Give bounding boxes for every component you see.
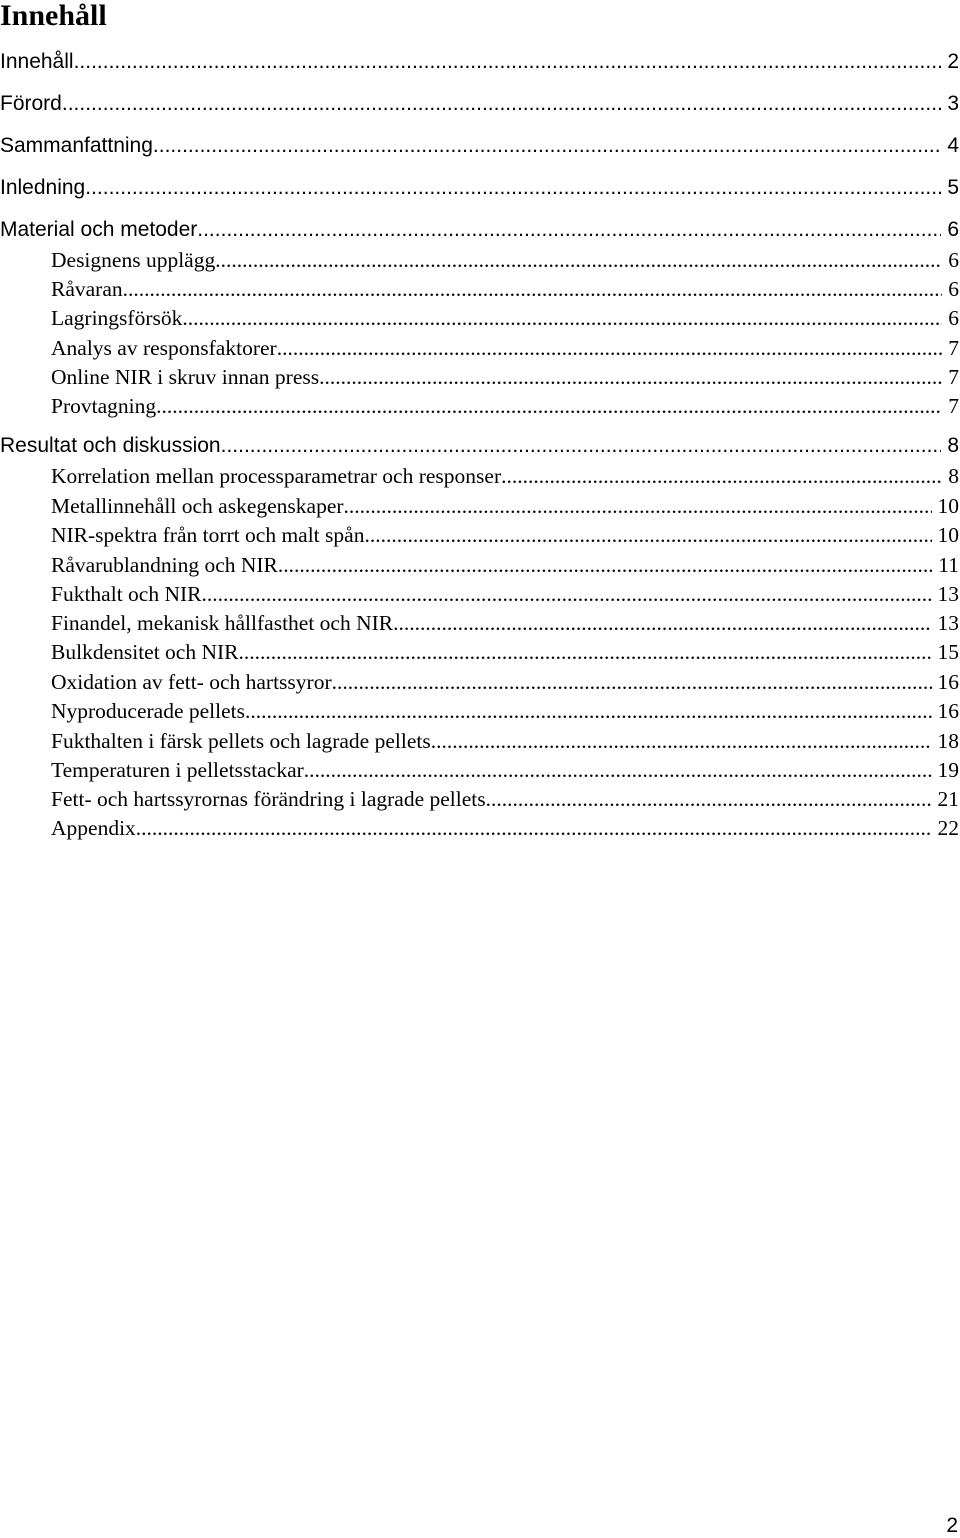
- toc-entry-page: 8: [947, 434, 959, 457]
- toc-dot-leader: [304, 756, 932, 784]
- toc-entry-page: 6: [948, 248, 959, 272]
- toc-entry-page: 18: [937, 729, 959, 753]
- toc-subentry[interactable]: [0, 246, 959, 274]
- toc-entry-title: Material och metoder: [0, 218, 198, 241]
- toc-dot-leader: [277, 334, 943, 362]
- toc-entry-title: Provtagning: [51, 394, 157, 418]
- toc-dot-leader: [364, 521, 931, 549]
- toc-entry[interactable]: [0, 132, 959, 160]
- toc-entry[interactable]: [0, 48, 959, 76]
- toc-dot-leader: [319, 363, 942, 391]
- toc-entry-title: Bulkdensitet och NIR: [51, 640, 239, 664]
- toc-entry-page: 22: [937, 816, 959, 840]
- toc-dot-leader: [156, 392, 942, 420]
- toc-entry-title: Analys av responsfaktorer: [51, 336, 277, 360]
- toc-entry-title: Korrelation mellan processparametrar och responser: [51, 464, 502, 488]
- page-number: 2: [946, 1514, 958, 1537]
- toc-entry-page: 7: [948, 394, 959, 418]
- toc-entry-page: 6: [948, 306, 959, 330]
- toc-entry-page: 15: [937, 640, 959, 664]
- toc-subentry[interactable]: [0, 638, 959, 666]
- toc-subentry[interactable]: [0, 551, 959, 579]
- toc-entry-page: 10: [937, 494, 959, 518]
- toc-entry-page: 13: [937, 582, 959, 606]
- toc-entry-page: 5: [947, 176, 959, 199]
- toc-entry-title: Resultat och diskussion: [0, 434, 221, 457]
- toc-entry-page: 13: [937, 611, 959, 635]
- toc-entry-title: Temperaturen i pelletsstackar: [51, 758, 304, 782]
- toc-subentry[interactable]: [0, 462, 959, 490]
- toc-subentry[interactable]: [0, 727, 959, 755]
- toc-dot-leader: [202, 580, 932, 608]
- toc-dot-leader: [393, 609, 931, 637]
- toc-entry-title: Oxidation av fett- och hartssyror: [51, 670, 332, 694]
- toc-entry-title: Metallinnehåll och askegenskaper: [51, 494, 344, 518]
- toc-subentry[interactable]: [0, 668, 959, 696]
- toc-dot-leader: [221, 432, 942, 460]
- toc-dot-leader: [431, 727, 932, 755]
- toc-entry-page: 10: [937, 523, 959, 547]
- toc-dot-leader: [239, 638, 932, 666]
- toc-entry[interactable]: [0, 432, 959, 460]
- toc-entry-page: 3: [947, 92, 959, 115]
- toc-entry-title: Innehåll: [0, 50, 74, 73]
- toc-entry-title: Sammanfattning: [0, 134, 153, 157]
- toc-entry[interactable]: [0, 174, 959, 202]
- toc-dot-leader: [197, 216, 941, 244]
- toc-entry-page: 7: [948, 365, 959, 389]
- toc-subentry[interactable]: [0, 814, 959, 842]
- toc-dot-leader: [153, 132, 941, 160]
- toc-entry-title: Lagringsförsök: [51, 306, 183, 330]
- toc-subentry[interactable]: [0, 697, 959, 725]
- toc-entry-page: 16: [937, 699, 959, 723]
- toc-entry-title: Designens upplägg: [51, 248, 216, 272]
- toc-entry-page: 6: [947, 218, 959, 241]
- toc-entry-title: Fukthalt och NIR: [51, 582, 202, 606]
- toc-entry-title: Online NIR i skruv innan press: [51, 365, 320, 389]
- toc-subentry[interactable]: [0, 392, 959, 420]
- toc-dot-leader: [344, 492, 932, 520]
- toc-subentry[interactable]: [0, 334, 959, 362]
- toc-entry-title: Appendix: [51, 816, 136, 840]
- toc-entry-page: 16: [937, 670, 959, 694]
- toc-entry-title: Nyproducerade pellets: [51, 699, 246, 723]
- toc-subentry[interactable]: [0, 492, 959, 520]
- toc-dot-leader: [501, 462, 942, 490]
- toc-entry[interactable]: [0, 216, 959, 244]
- toc-entry-page: 7: [948, 336, 959, 360]
- toc-dot-leader: [85, 174, 941, 202]
- toc-entry-title: Fukthalten i färsk pellets och lagrade pellets: [51, 729, 431, 753]
- toc-subentry[interactable]: [0, 363, 959, 391]
- toc-dot-leader: [278, 551, 932, 579]
- toc-entry-title: Förord: [0, 92, 62, 115]
- toc-entry-title: NIR-spektra från torrt och malt spån: [51, 523, 365, 547]
- toc-entry-page: 11: [938, 553, 959, 577]
- toc-entry-title: Råvaran: [51, 277, 123, 301]
- toc-entry-title: Finandel, mekanisk hållfasthet och NIR: [51, 611, 394, 635]
- toc-entry-title: Inledning: [0, 176, 86, 199]
- page-title: Innehåll: [0, 0, 107, 32]
- toc-entry-title: Fett- och hartssyrornas förändring i lagrade pellets: [51, 787, 486, 811]
- toc-subentry[interactable]: [0, 609, 959, 637]
- toc-entry-page: 2: [947, 50, 959, 73]
- toc-subentry[interactable]: [0, 756, 959, 784]
- toc-subentry[interactable]: [0, 785, 959, 813]
- toc-entry-page: 19: [937, 758, 959, 782]
- toc-entry-page: 6: [948, 277, 959, 301]
- toc-dot-leader: [182, 304, 942, 332]
- toc-dot-leader: [62, 90, 941, 118]
- toc-dot-leader: [332, 668, 932, 696]
- toc-entry-page: 8: [948, 464, 959, 488]
- toc-dot-leader: [136, 814, 932, 842]
- toc-entry-title: Råvarublandning och NIR: [51, 553, 278, 577]
- toc-dot-leader: [74, 48, 942, 76]
- toc-dot-leader: [123, 275, 943, 303]
- toc-subentry[interactable]: [0, 580, 959, 608]
- toc-entry[interactable]: [0, 90, 959, 118]
- toc-dot-leader: [215, 246, 942, 274]
- toc-subentry[interactable]: [0, 275, 959, 303]
- toc-subentry[interactable]: [0, 304, 959, 332]
- toc-dot-leader: [245, 697, 931, 725]
- toc-entry-page: 4: [947, 134, 959, 157]
- toc-dot-leader: [486, 785, 932, 813]
- toc-subentry[interactable]: [0, 521, 959, 549]
- toc-entry-page: 21: [937, 787, 959, 811]
